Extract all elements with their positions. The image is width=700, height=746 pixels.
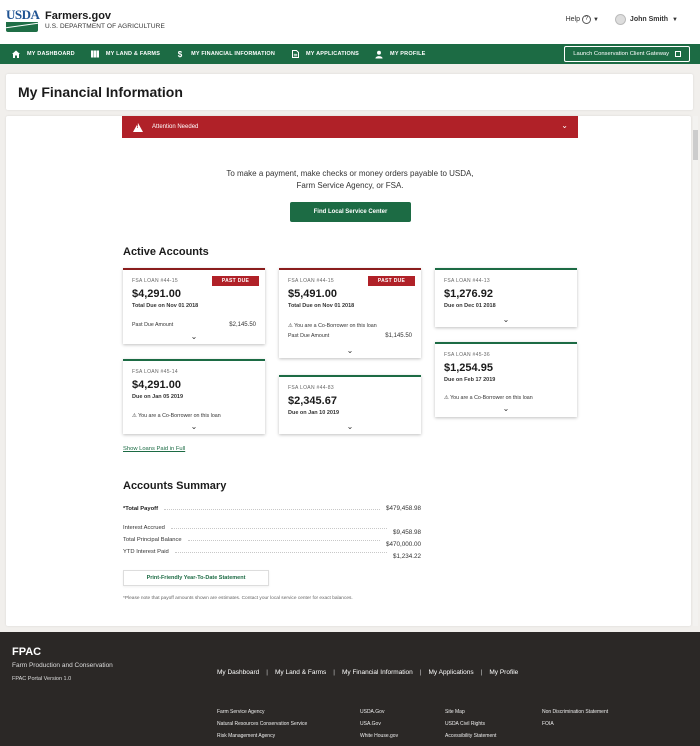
show-paid-loans-link[interactable]: Show Loans Paid in Full: [123, 446, 186, 452]
usda-logo-icon: USDA: [6, 9, 40, 33]
scrollbar-thumb[interactable]: [693, 130, 698, 160]
alert-label: Attention Needed: [152, 124, 199, 130]
chevron-down-icon[interactable]: ⌄: [346, 422, 354, 431]
footer-link[interactable]: FOIA: [542, 721, 554, 727]
summary-row-ytd-interest: YTD Interest Paid $1,234.22: [123, 549, 421, 560]
account-amount: $4,291.00: [132, 379, 181, 391]
account-card[interactable]: FSA LOAN #45-36 $1,254.95 Due on Feb 17 2019 ⚠ You are a Co-Borrower on this loan ⌄: [435, 342, 577, 417]
account-amount: $5,491.00: [288, 288, 337, 300]
nav-item-land-farms[interactable]: MY LAND & FARMS: [91, 44, 160, 64]
coborrower-note: ⚠ You are a Co-Borrower on this loan: [288, 323, 377, 329]
account-card[interactable]: FSA LOAN #44-83 $2,345.67 Due on Jan 10 2019 ⌄: [279, 375, 421, 434]
user-menu[interactable]: [615, 14, 678, 25]
chevron-down-icon[interactable]: ⌄: [502, 315, 510, 324]
past-due-row: Past Due Amount $1,145.50: [288, 333, 412, 339]
nav-item-applications[interactable]: MY APPLICATIONS: [291, 44, 359, 64]
footer-link[interactable]: Farm Service Agency: [217, 709, 265, 715]
main-nav: [0, 44, 700, 64]
help-label: Help: [565, 16, 580, 23]
account-card[interactable]: FSA LOAN #44-15 PAST DUE $4,291.00 Total Due on Nov 01 2018 Past Due Amount $2,145.50 ⌄: [123, 268, 265, 344]
dollar-icon: $: [177, 49, 183, 59]
portal-version: FPAC Portal Version 1.0: [12, 676, 72, 682]
past-due-badge: PAST DUE: [212, 276, 259, 286]
account-due-date: Total Due on Nov 01 2018: [132, 303, 199, 309]
footer-link[interactable]: Site Map: [445, 709, 465, 715]
footer-link[interactable]: USDA.Gov: [360, 709, 385, 715]
payoff-disclaimer: *Please note that payoff amounts shown are estimates. Contact your local service center for exact balances.: [123, 596, 353, 601]
chevron-down-icon[interactable]: ⌄: [346, 346, 354, 355]
chevron-down-icon[interactable]: ⌄: [561, 121, 568, 130]
nav-item-profile[interactable]: MY PROFILE: [375, 44, 426, 64]
person-icon: ⚠: [288, 323, 295, 329]
caret-down-icon: ▼: [592, 16, 599, 23]
footer-site-links: [445, 706, 496, 742]
site-header: [0, 0, 700, 44]
footer-link-dashboard[interactable]: My Dashboard: [217, 669, 260, 676]
avatar-icon: [615, 14, 626, 25]
account-amount: $1,254.95: [444, 362, 493, 374]
account-amount: $2,345.67: [288, 395, 337, 407]
person-icon: ⚠: [132, 413, 139, 419]
footer-policy-links: [542, 706, 608, 730]
footer-link-land-farms[interactable]: My Land & Farms: [274, 669, 327, 676]
document-icon: [291, 50, 299, 58]
page-title: My Financial Information: [18, 84, 183, 100]
external-link-icon: [675, 51, 681, 57]
past-due-badge: PAST DUE: [368, 276, 415, 286]
scrollbar[interactable]: [693, 116, 698, 626]
footer-gov-links: [360, 706, 398, 742]
account-due-date: Due on Dec 01 2018: [444, 303, 496, 309]
payment-instructions: To make a payment, make checks or money orders payable to USDA, Farm Service Agency, or FSA.: [226, 169, 474, 190]
active-accounts-heading: Active Accounts: [123, 246, 209, 258]
coborrower-note: ⚠ You are a Co-Borrower on this loan: [444, 395, 533, 401]
footer-agencies: [217, 706, 307, 742]
footer-brand: FPAC: [12, 646, 42, 658]
account-card[interactable]: FSA LOAN #45-14 $4,291.00 Due on Jan 05 2019 ⚠ You are a Co-Borrower on this loan ⌄: [123, 359, 265, 434]
person-icon: [375, 50, 383, 58]
site-title: Farmers.gov: [45, 10, 112, 22]
coborrower-note: ⚠ You are a Co-Borrower on this loan: [132, 413, 221, 419]
footer-link[interactable]: Accessibility Statement: [445, 733, 497, 739]
summary-row-total-payoff: *Total Payoff $479,458.98: [123, 505, 421, 512]
footer-link[interactable]: USA.Gov: [360, 721, 381, 727]
account-due-date: Due on Feb 17 2019: [444, 377, 496, 383]
footer-link-applications[interactable]: My Applications: [428, 669, 474, 676]
site-footer: [0, 632, 700, 746]
footer-subtitle: Farm Production and Conservation: [12, 662, 113, 669]
site-logo[interactable]: [6, 9, 165, 33]
account-card[interactable]: FSA LOAN #44-15 PAST DUE $5,491.00 Total Due on Nov 01 2018 ⚠ You are a Co-Borrower on this loan Past Due Amount $1,145.50 ⌄: [279, 268, 421, 358]
find-service-center-button[interactable]: Find Local Service Center: [290, 202, 411, 222]
chevron-down-icon[interactable]: ⌄: [502, 404, 510, 413]
chevron-down-icon[interactable]: ⌄: [190, 422, 198, 431]
print-statement-button[interactable]: Print-Friendly Year-To-Date Statement: [123, 570, 269, 586]
caret-down-icon: ▼: [672, 16, 678, 23]
site-subtitle: U.S. DEPARTMENT OF AGRICULTURE: [45, 23, 165, 30]
summary-row-interest-accrued: Interest Accrued $9,458.98: [123, 525, 421, 536]
account-amount: $4,291.00: [132, 288, 181, 300]
footer-link[interactable]: White House.gov: [360, 733, 399, 739]
footer-link[interactable]: USDA Civil Rights: [445, 721, 486, 727]
account-due-date: Total Due on Nov 01 2018: [288, 303, 355, 309]
launch-gateway-button[interactable]: Launch Conservation Client Gateway: [564, 46, 690, 62]
help-menu[interactable]: [566, 15, 599, 24]
accounts-summary-heading: Accounts Summary: [123, 480, 227, 492]
account-due-date: Due on Jan 05 2019: [132, 394, 184, 400]
footer-link[interactable]: Natural Resources Conservation Service: [217, 721, 308, 727]
map-icon: [91, 50, 99, 58]
footer-link[interactable]: Risk Management Agency: [217, 733, 276, 739]
page-title-bar: [6, 74, 693, 110]
footer-link-financial[interactable]: My Financial Information: [341, 669, 413, 676]
user-name: John Smith: [629, 16, 669, 23]
footer-link[interactable]: Non Discrimination Statement: [542, 709, 609, 715]
account-amount: $1,276.92: [444, 288, 493, 300]
account-card[interactable]: FSA LOAN #44-13 $1,276.92 Due on Dec 01 2018 ⌄: [435, 268, 577, 327]
attention-alert[interactable]: [122, 116, 578, 138]
summary-row-principal-balance: Total Principal Balance $470,000.00: [123, 537, 421, 548]
account-due-date: Due on Jan 10 2019: [288, 410, 340, 416]
nav-item-dashboard[interactable]: MY DASHBOARD: [12, 44, 75, 64]
footer-link-profile[interactable]: My Profile: [489, 669, 519, 676]
chevron-down-icon[interactable]: ⌄: [190, 332, 198, 341]
question-icon: ?: [582, 15, 591, 24]
past-due-row: Past Due Amount $2,145.50: [132, 322, 256, 328]
footer-nav: My Dashboard | My Land & Farms | My Financial Information | My Applications | My Profile: [217, 669, 519, 676]
warning-icon: [133, 123, 143, 132]
home-icon: [12, 50, 20, 58]
person-icon: ⚠: [444, 395, 451, 401]
nav-item-financial-information[interactable]: $ MY FINANCIAL INFORMATION: [177, 49, 276, 59]
